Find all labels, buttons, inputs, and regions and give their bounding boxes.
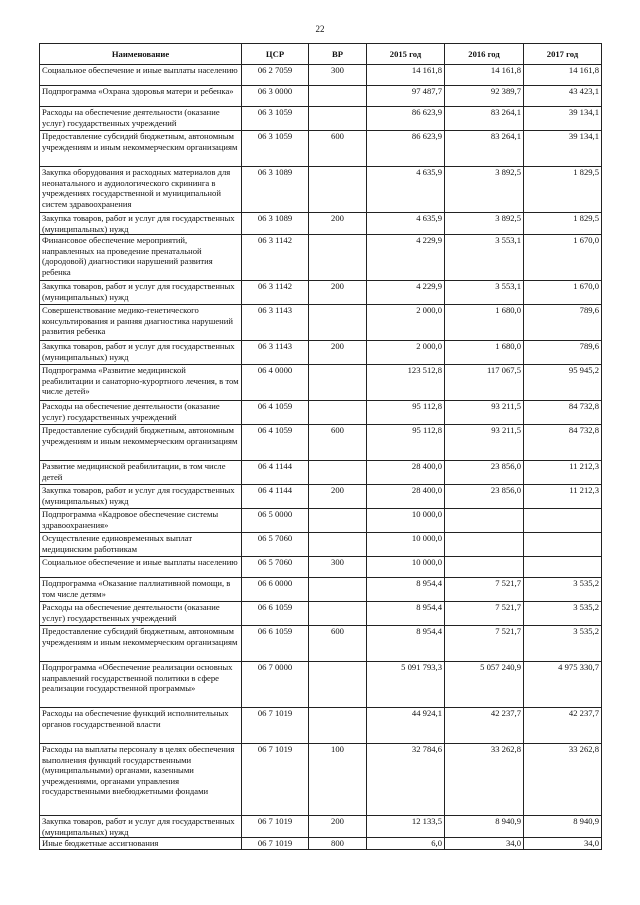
row-2015: 28 400,0 — [367, 461, 445, 485]
row-2015: 4 229,9 — [367, 235, 445, 281]
row-2015: 95 112,8 — [367, 401, 445, 425]
row-vr — [309, 107, 367, 131]
table-row — [40, 662, 602, 708]
row-vr: 100 — [309, 744, 367, 816]
row-2016: 1 680,0 — [445, 341, 524, 365]
row-2016: 3 892,5 — [445, 213, 524, 235]
row-csr: 06 3 1142 — [242, 281, 309, 305]
row-2015: 2 000,0 — [367, 305, 445, 341]
row-2016 — [445, 557, 524, 578]
row-vr — [309, 461, 367, 485]
row-csr: 06 7 1019 — [242, 708, 309, 744]
table-row — [40, 744, 602, 816]
row-name: Подпрограмма «Обеспечение реализации основных направлений государственной политики в сфере реализации государственной программы» — [40, 662, 242, 708]
row-2016: 3 553,1 — [445, 235, 524, 281]
table-row — [40, 401, 602, 425]
row-2016: 7 521,7 — [445, 626, 524, 662]
row-2016: 93 211,5 — [445, 425, 524, 461]
table-row — [40, 557, 602, 578]
row-name: Закупка товаров, работ и услуг для государственных (муниципальных) нужд — [40, 281, 242, 305]
row-2015: 8 954,4 — [367, 602, 445, 626]
row-2017: 4 975 330,7 — [524, 662, 602, 708]
row-csr: 06 3 1089 — [242, 167, 309, 213]
table-row — [40, 626, 602, 662]
row-2017: 84 732,8 — [524, 401, 602, 425]
row-2017: 42 237,7 — [524, 708, 602, 744]
row-2015: 10 000,0 — [367, 509, 445, 533]
row-2017: 39 134,1 — [524, 131, 602, 167]
row-name: Закупка оборудования и расходных материалов для неонатального и аудиологического скрининга в учреждениях государственной и муниципальной систем здравоохранения — [40, 167, 242, 213]
row-2017: 11 212,3 — [524, 461, 602, 485]
row-2016: 7 521,7 — [445, 578, 524, 602]
row-vr: 300 — [309, 557, 367, 578]
row-vr: 200 — [309, 341, 367, 365]
row-2015: 95 112,8 — [367, 425, 445, 461]
table-row — [40, 461, 602, 485]
row-2017: 3 535,2 — [524, 602, 602, 626]
row-name: Подпрограмма «Кадровое обеспечение системы здравоохранения» — [40, 509, 242, 533]
header-vr: ВР — [309, 44, 367, 65]
row-csr: 06 4 1144 — [242, 461, 309, 485]
row-name: Расходы на обеспечение функций исполнительных органов государственной власти — [40, 708, 242, 744]
row-vr — [309, 602, 367, 626]
row-2015: 6,0 — [367, 838, 445, 850]
header-name: Наименование — [40, 44, 242, 65]
row-2016: 83 264,1 — [445, 107, 524, 131]
table-row — [40, 509, 602, 533]
row-2016: 83 264,1 — [445, 131, 524, 167]
row-2015: 4 635,9 — [367, 167, 445, 213]
row-name: Расходы на обеспечение деятельности (оказание услуг) государственных учреждений — [40, 602, 242, 626]
row-csr: 06 3 1059 — [242, 131, 309, 167]
row-vr — [309, 235, 367, 281]
row-2016: 117 067,5 — [445, 365, 524, 401]
table-row — [40, 533, 602, 557]
header-csr: ЦСР — [242, 44, 309, 65]
row-csr: 06 7 1019 — [242, 816, 309, 838]
row-2017: 34,0 — [524, 838, 602, 850]
row-2017 — [524, 509, 602, 533]
row-2015: 4 635,9 — [367, 213, 445, 235]
row-2017: 789,6 — [524, 305, 602, 341]
row-name: Иные бюджетные ассигнования — [40, 838, 242, 850]
row-vr — [309, 533, 367, 557]
table-row — [40, 578, 602, 602]
row-vr — [309, 167, 367, 213]
row-2015: 44 924,1 — [367, 708, 445, 744]
row-csr: 06 5 7060 — [242, 533, 309, 557]
row-2017: 3 535,2 — [524, 626, 602, 662]
row-2015: 10 000,0 — [367, 533, 445, 557]
row-2017: 8 940,9 — [524, 816, 602, 838]
table-row — [40, 235, 602, 281]
row-2015: 8 954,4 — [367, 578, 445, 602]
row-2015: 14 161,8 — [367, 65, 445, 86]
row-2017: 39 134,1 — [524, 107, 602, 131]
row-2015: 5 091 793,3 — [367, 662, 445, 708]
table-row — [40, 107, 602, 131]
row-2017 — [524, 557, 602, 578]
row-csr: 06 7 1019 — [242, 838, 309, 850]
row-2017: 1 670,0 — [524, 281, 602, 305]
row-csr: 06 4 1059 — [242, 401, 309, 425]
table-row — [40, 305, 602, 341]
row-name: Финансовое обеспечение мероприятий, направленных на проведение пренатальной (дородовой) диагностики нарушений развития ребенка — [40, 235, 242, 281]
row-name: Социальное обеспечение и иные выплаты населению — [40, 557, 242, 578]
row-name: Развитие медицинской реабилитации, в том числе детей — [40, 461, 242, 485]
row-name: Закупка товаров, работ и услуг для государственных (муниципальных) нужд — [40, 341, 242, 365]
row-2017: 3 535,2 — [524, 578, 602, 602]
row-2016: 3 553,1 — [445, 281, 524, 305]
row-name: Закупка товаров, работ и услуг для государственных (муниципальных) нужд — [40, 816, 242, 838]
row-name: Предоставление субсидий бюджетным, автономным учреждениям и иным некоммерческим организациям — [40, 425, 242, 461]
row-vr: 800 — [309, 838, 367, 850]
row-csr: 06 3 1059 — [242, 107, 309, 131]
row-2016 — [445, 509, 524, 533]
row-name: Предоставление субсидий бюджетным, автономным учреждениям и иным некоммерческим организациям — [40, 131, 242, 167]
table-row — [40, 65, 602, 86]
row-2017: 789,6 — [524, 341, 602, 365]
row-2017: 1 829,5 — [524, 213, 602, 235]
row-2016: 34,0 — [445, 838, 524, 850]
row-2016: 1 680,0 — [445, 305, 524, 341]
row-2015: 12 133,5 — [367, 816, 445, 838]
table-row — [40, 816, 602, 838]
row-csr: 06 6 0000 — [242, 578, 309, 602]
row-vr: 200 — [309, 485, 367, 509]
row-2016: 23 856,0 — [445, 461, 524, 485]
budget-table — [39, 43, 602, 850]
row-2015: 8 954,4 — [367, 626, 445, 662]
table-header-row — [40, 44, 602, 65]
row-2015: 32 784,6 — [367, 744, 445, 816]
row-2017: 1 670,0 — [524, 235, 602, 281]
table-row — [40, 365, 602, 401]
row-vr: 300 — [309, 65, 367, 86]
row-vr — [309, 708, 367, 744]
table-row — [40, 131, 602, 167]
row-vr — [309, 365, 367, 401]
row-vr — [309, 305, 367, 341]
row-2016: 7 521,7 — [445, 602, 524, 626]
row-2016: 5 057 240,9 — [445, 662, 524, 708]
row-2016: 93 211,5 — [445, 401, 524, 425]
row-vr: 200 — [309, 816, 367, 838]
row-2017: 95 945,2 — [524, 365, 602, 401]
row-csr: 06 3 1143 — [242, 341, 309, 365]
row-2016: 92 389,7 — [445, 86, 524, 107]
row-2016: 3 892,5 — [445, 167, 524, 213]
table-row — [40, 341, 602, 365]
row-name: Предоставление субсидий бюджетным, автономным учреждениям и иным некоммерческим организациям — [40, 626, 242, 662]
row-2015: 2 000,0 — [367, 341, 445, 365]
row-csr: 06 3 1142 — [242, 235, 309, 281]
row-csr: 06 6 1059 — [242, 626, 309, 662]
row-2016 — [445, 533, 524, 557]
row-vr — [309, 578, 367, 602]
row-2017 — [524, 533, 602, 557]
row-2015: 86 623,9 — [367, 131, 445, 167]
row-name: Закупка товаров, работ и услуг для государственных (муниципальных) нужд — [40, 213, 242, 235]
row-csr: 06 4 0000 — [242, 365, 309, 401]
row-vr — [309, 509, 367, 533]
row-2015: 4 229,9 — [367, 281, 445, 305]
row-vr: 200 — [309, 281, 367, 305]
table-row — [40, 167, 602, 213]
header-2015: 2015 год — [367, 44, 445, 65]
row-2017: 1 829,5 — [524, 167, 602, 213]
row-2016: 8 940,9 — [445, 816, 524, 838]
row-vr — [309, 86, 367, 107]
row-2017: 11 212,3 — [524, 485, 602, 509]
row-vr: 200 — [309, 213, 367, 235]
table-row — [40, 281, 602, 305]
table-row — [40, 86, 602, 107]
row-csr: 06 2 7059 — [242, 65, 309, 86]
row-name: Социальное обеспечение и иные выплаты населению — [40, 65, 242, 86]
table-row — [40, 485, 602, 509]
row-name: Подпрограмма «Оказание паллиативной помощи, в том числе детям» — [40, 578, 242, 602]
row-csr: 06 4 1059 — [242, 425, 309, 461]
row-name: Закупка товаров, работ и услуг для государственных (муниципальных) нужд — [40, 485, 242, 509]
row-2016: 42 237,7 — [445, 708, 524, 744]
row-csr: 06 4 1144 — [242, 485, 309, 509]
row-csr: 06 3 1143 — [242, 305, 309, 341]
table-row — [40, 213, 602, 235]
page-number: 22 — [315, 24, 325, 34]
row-2017: 33 262,8 — [524, 744, 602, 816]
row-2016: 14 161,8 — [445, 65, 524, 86]
row-name: Подпрограмма «Развитие медицинской реабилитации и санаторно-курортного лечения, в том числе детей» — [40, 365, 242, 401]
row-2016: 23 856,0 — [445, 485, 524, 509]
row-2015: 86 623,9 — [367, 107, 445, 131]
row-2016: 33 262,8 — [445, 744, 524, 816]
row-vr: 600 — [309, 425, 367, 461]
row-csr: 06 5 0000 — [242, 509, 309, 533]
row-name: Осуществление единовременных выплат медицинским работникам — [40, 533, 242, 557]
row-vr: 600 — [309, 626, 367, 662]
row-2017: 14 161,8 — [524, 65, 602, 86]
row-csr: 06 3 0000 — [242, 86, 309, 107]
row-2017: 84 732,8 — [524, 425, 602, 461]
row-name: Совершенствование медико-генетического консультирования и ранняя диагностика нарушений развития ребенка — [40, 305, 242, 341]
row-2015: 123 512,8 — [367, 365, 445, 401]
row-csr: 06 7 1019 — [242, 744, 309, 816]
row-2015: 10 000,0 — [367, 557, 445, 578]
row-csr: 06 3 1089 — [242, 213, 309, 235]
header-2016: 2016 год — [445, 44, 524, 65]
table-row — [40, 602, 602, 626]
row-2015: 97 487,7 — [367, 86, 445, 107]
row-vr — [309, 662, 367, 708]
row-2015: 28 400,0 — [367, 485, 445, 509]
table-row — [40, 708, 602, 744]
row-csr: 06 7 0000 — [242, 662, 309, 708]
row-name: Расходы на обеспечение деятельности (оказание услуг) государственных учреждений — [40, 107, 242, 131]
table-row — [40, 425, 602, 461]
row-vr — [309, 401, 367, 425]
row-name: Расходы на выплаты персоналу в целях обеспечения выполнения функций государственными (муниципальными) органами, казенными учреждениями, органами управления государственными внебюджетными фондами — [40, 744, 242, 816]
row-name: Подпрограмма «Охрана здоровья матери и ребенка» — [40, 86, 242, 107]
row-csr: 06 5 7060 — [242, 557, 309, 578]
row-2017: 43 423,1 — [524, 86, 602, 107]
header-2017: 2017 год — [524, 44, 602, 65]
row-vr: 600 — [309, 131, 367, 167]
table-row — [40, 838, 602, 850]
row-csr: 06 6 1059 — [242, 602, 309, 626]
row-name: Расходы на обеспечение деятельности (оказание услуг) государственных учреждений — [40, 401, 242, 425]
